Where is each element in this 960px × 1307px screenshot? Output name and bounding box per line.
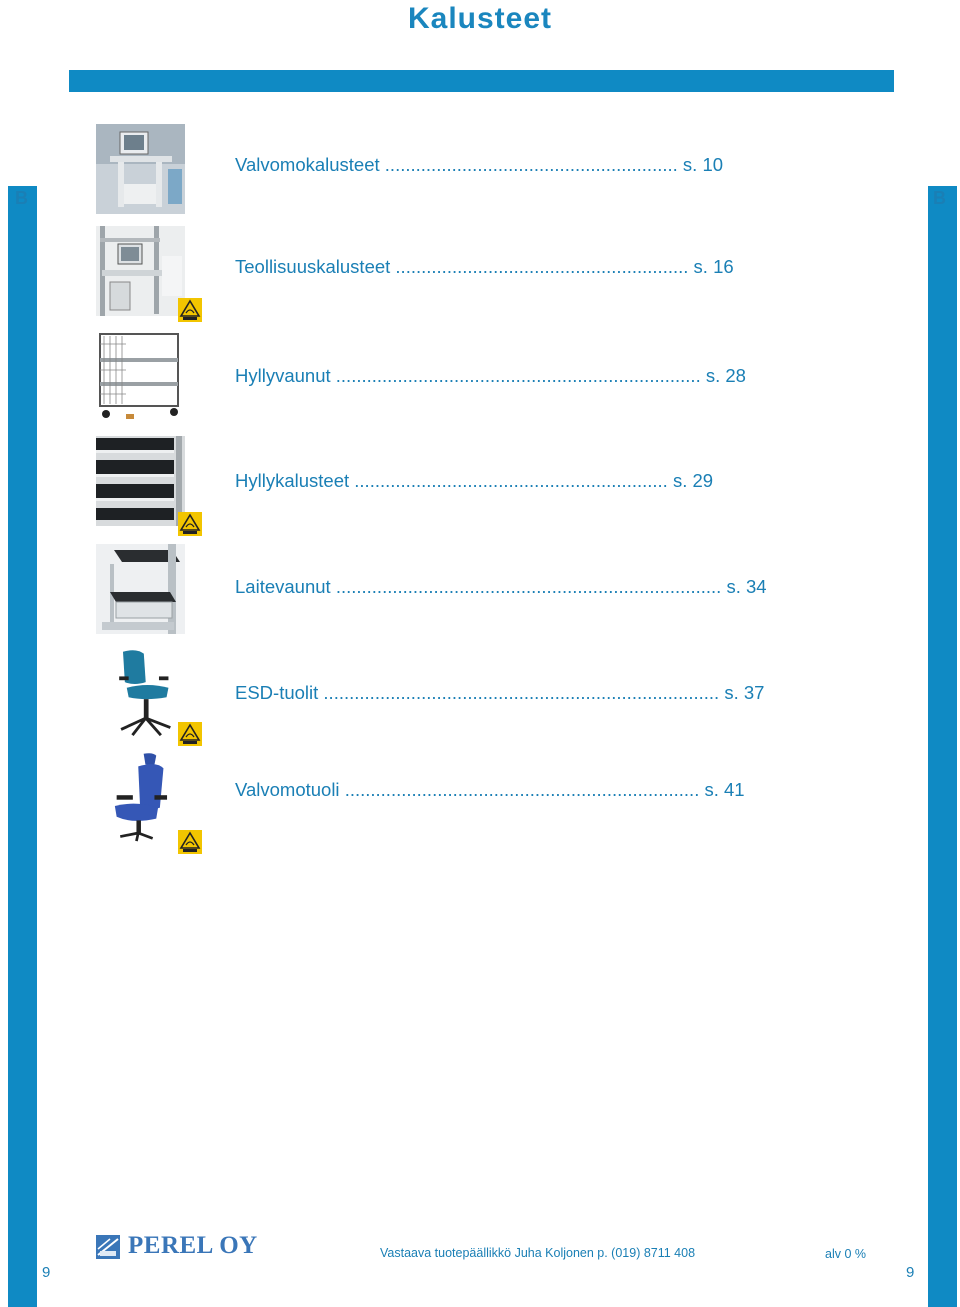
entry-name: Hyllykalusteet bbox=[235, 470, 350, 491]
entry-name: Valvomotuoli bbox=[235, 779, 340, 800]
entry-name: Valvomokalusteet bbox=[235, 154, 380, 175]
entry-name: Teollisuuskalusteet bbox=[235, 256, 391, 277]
list-item[interactable]: Hyllyvaunut ....................................................................... s. 28 bbox=[235, 365, 746, 386]
list-item[interactable]: Hyllykalusteet ............................................................. s. 29 bbox=[235, 470, 714, 491]
shelf-trolley-image bbox=[96, 330, 185, 420]
entry-name: Hyllyvaunut bbox=[235, 365, 331, 386]
entry-page: s. 16 bbox=[693, 256, 734, 277]
entry-page: s. 34 bbox=[726, 576, 767, 597]
esd-warning-icon bbox=[178, 722, 202, 746]
list-item[interactable]: Valvomotuoli ..................................................................... s. 41 bbox=[235, 779, 745, 800]
entry-page: s. 41 bbox=[704, 779, 745, 800]
equipment-cart-image bbox=[96, 544, 185, 634]
list-item[interactable]: Valvomokalusteet ......................................................... s. 10 bbox=[235, 154, 724, 175]
entry-name: ESD-tuolit bbox=[235, 682, 319, 703]
page-number-left: 9 bbox=[42, 1264, 51, 1281]
footer-vat: alv 0 % bbox=[825, 1247, 866, 1261]
industrial-workbench-image bbox=[96, 226, 185, 316]
page-title: Kalusteet bbox=[407, 2, 553, 35]
right-side-bar bbox=[928, 186, 957, 1307]
page-number-right: 9 bbox=[906, 1264, 915, 1281]
esd-warning-icon bbox=[178, 512, 202, 536]
control-room-chair-image bbox=[96, 752, 185, 842]
list-item[interactable]: ESD-tuolit ............................................................................. s. 37 bbox=[235, 682, 765, 703]
esd-chair-image bbox=[96, 648, 185, 738]
header-bar bbox=[69, 70, 894, 92]
entry-page: s. 28 bbox=[705, 365, 746, 386]
list-item[interactable]: Laitevaunut ........................................................................... s. 34 bbox=[235, 576, 767, 597]
list-item[interactable]: Teollisuuskalusteet ......................................................... s. 16 bbox=[235, 256, 734, 277]
entry-page: s. 37 bbox=[724, 682, 765, 703]
control-room-desk-image bbox=[96, 124, 185, 214]
entry-name: Laitevaunut bbox=[235, 576, 331, 597]
entry-page: s. 29 bbox=[672, 470, 714, 491]
section-letter-left: B bbox=[15, 188, 28, 208]
esd-warning-icon bbox=[178, 830, 202, 854]
bin-shelving-image bbox=[96, 436, 185, 526]
entry-page: s. 10 bbox=[682, 154, 724, 175]
esd-warning-icon bbox=[178, 298, 202, 322]
company-logo: PEREL OY bbox=[128, 1232, 258, 1259]
perel-logo-icon bbox=[96, 1235, 120, 1259]
section-letter-right: B bbox=[933, 188, 946, 208]
footer-contact: Vastaava tuotepäällikkö Juha Koljonen p. (019) 8711 408 bbox=[380, 1246, 696, 1260]
left-side-bar bbox=[8, 186, 37, 1307]
